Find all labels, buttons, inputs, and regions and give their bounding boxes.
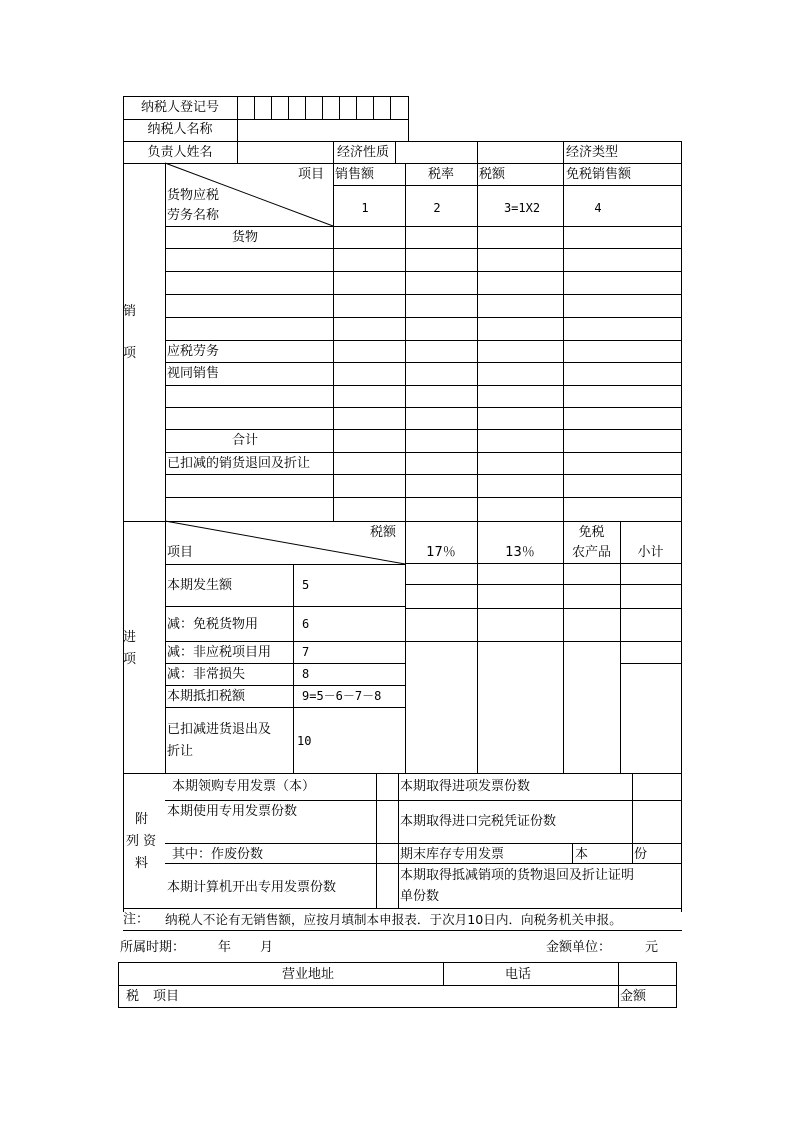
attached-side-label-2: 列 资 <box>126 834 157 849</box>
attached-right-item: 单份数 <box>400 889 440 904</box>
sales-row-goods: 货物 <box>232 230 259 245</box>
item-label: 项目 <box>153 989 180 1004</box>
period-year: 年 <box>218 940 232 955</box>
attached-side-label-1: 附 <box>135 812 149 827</box>
purchase-diag-bottom: 项目 <box>167 545 194 560</box>
purchase-row-label: 减：非常损失 <box>167 667 246 682</box>
note-label: 注： <box>123 912 150 927</box>
business-address-label: 营业地址 <box>282 967 335 982</box>
attached-right-item: 本期取得抵减销项的货物退回及折让证明 <box>400 868 635 883</box>
tax-label: 税 <box>126 989 140 1004</box>
purchase-row-label: 本期抵扣税额 <box>167 689 246 704</box>
amount-label: 金额 <box>620 989 647 1004</box>
sales-col-header: 销售额 <box>335 167 375 182</box>
attached-side-label-3: 料 <box>135 856 149 871</box>
purchase-row-code: 8 <box>302 667 310 681</box>
sales-diag-bottom-1: 货物应税 <box>167 188 220 203</box>
amount-unit-label: 金额单位： <box>546 940 612 955</box>
sales-row-total: 合计 <box>232 433 259 448</box>
attached-right-item: 本期取得进口完税凭证份数 <box>400 814 557 829</box>
purchase-row-label: 折让 <box>167 744 194 759</box>
sales-col-header: 税率 <box>427 167 454 182</box>
sales-side-label-2: 项 <box>123 346 137 361</box>
sales-col-number: 1 <box>361 201 369 215</box>
attached-right-item: 期末库存专用发票 <box>400 847 505 862</box>
phone-label: 电话 <box>505 967 532 982</box>
purchase-row-label: 本期发生额 <box>167 578 233 593</box>
attached-unit-fen: 份 <box>634 847 648 862</box>
person-in-charge-label: 负责人姓名 <box>147 145 213 160</box>
sales-col-number: 3=1X2 <box>503 201 541 215</box>
period-month: 月 <box>260 940 274 955</box>
purchase-row-code: 7 <box>302 645 310 659</box>
purchase-row-code: 10 <box>297 734 312 748</box>
sales-col-number: 4 <box>594 201 602 215</box>
purchase-side-label-2: 项 <box>123 652 137 667</box>
economic-nature-label: 经济性质 <box>337 145 390 160</box>
sales-diag-top: 项目 <box>298 167 325 182</box>
economic-type-label: 经济类型 <box>566 145 619 160</box>
attached-unit-ben: 本 <box>575 847 589 862</box>
sales-col-header: 税额 <box>479 167 506 182</box>
sales-diag-bottom-2: 劳务名称 <box>167 208 220 223</box>
purchase-col-header: 农产品 <box>571 545 611 560</box>
sales-row-returns: 已扣减的销货退回及折让 <box>167 456 311 471</box>
attached-left-item: 其中：作废份数 <box>172 847 264 862</box>
sales-row-taxable-services: 应税劳务 <box>167 344 220 359</box>
purchase-diag-top: 税额 <box>370 525 397 540</box>
purchase-row-label: 减：非应税项目用 <box>167 645 272 660</box>
note-text: 纳税人不论有无销售额，应按月填制本申报表．于次月10日内．向税务机关申报。 <box>165 912 622 927</box>
taxpayer-reg-no-label: 纳税人登记号 <box>140 100 219 115</box>
purchase-col-header: 免税 <box>578 525 605 540</box>
attached-right-item: 本期取得进项发票份数 <box>400 779 531 794</box>
purchase-col-header: 17％ <box>426 545 456 560</box>
attached-left-item: 本期领购专用发票（本） <box>172 779 316 794</box>
purchase-row-code: 9=5－6－7－8 <box>302 689 382 703</box>
purchase-col-header: 小计 <box>637 545 664 560</box>
purchase-row-code: 5 <box>302 578 310 592</box>
purchase-row-label: 减：免税货物用 <box>167 617 259 632</box>
sales-side-label-1: 销 <box>123 304 137 319</box>
taxpayer-name-label: 纳税人名称 <box>147 122 213 137</box>
sales-col-number: 2 <box>433 201 441 215</box>
period-label: 所属时期： <box>120 940 186 955</box>
attached-left-item: 本期计算机开出专用发票份数 <box>167 880 337 895</box>
purchase-row-code: 6 <box>302 617 310 631</box>
purchase-col-header: 13％ <box>505 545 535 560</box>
attached-left-item: 本期使用专用发票份数 <box>167 804 298 819</box>
purchase-side-label-1: 进 <box>123 630 137 645</box>
sales-row-deemed-sales: 视同销售 <box>167 366 220 381</box>
purchase-diagonal <box>165 521 405 564</box>
purchase-row-label: 已扣减进货退出及 <box>167 722 272 737</box>
sales-col-header: 免税销售额 <box>566 167 632 182</box>
amount-unit: 元 <box>645 940 659 955</box>
